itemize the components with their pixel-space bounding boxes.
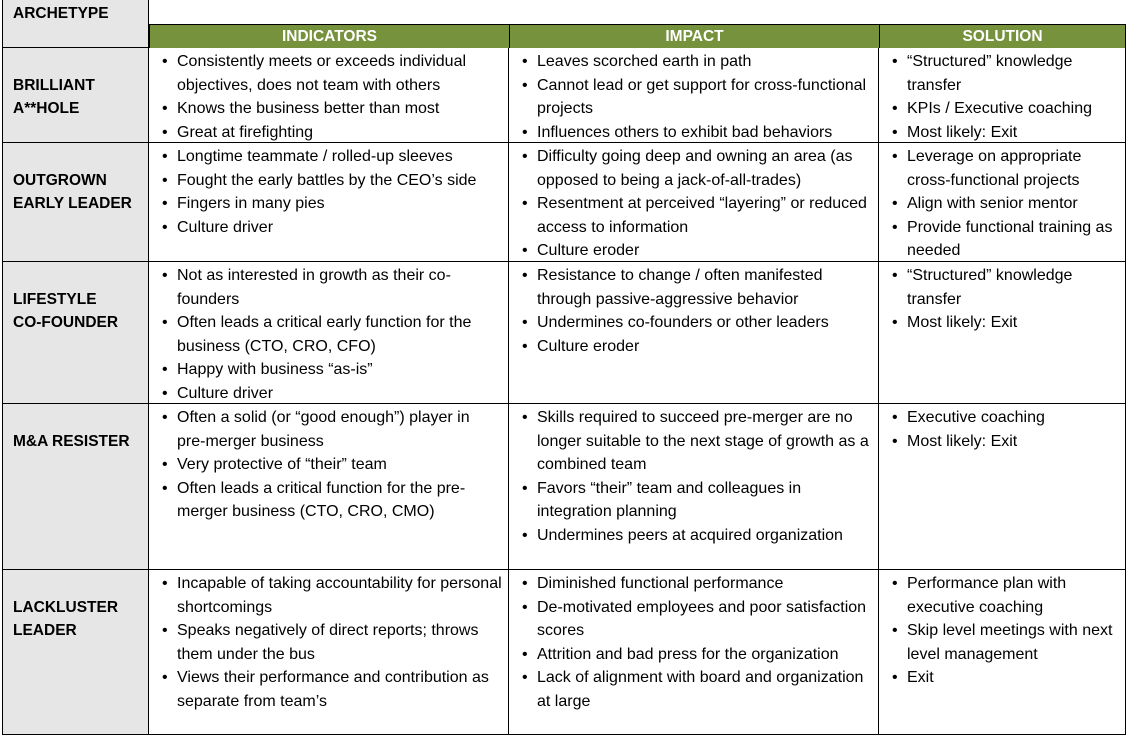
row-label-cell bbox=[2, 143, 149, 262]
list-item: • Most likely: Exit bbox=[879, 121, 1119, 145]
solution-list bbox=[879, 145, 1119, 263]
list-item: • Align with senior mentor bbox=[879, 192, 1119, 216]
impact-list bbox=[509, 406, 872, 547]
list-item: • Fingers in many pies bbox=[149, 192, 502, 216]
list-item: • Exit bbox=[879, 666, 1119, 690]
impact-cell bbox=[509, 48, 879, 143]
list-item: • Favors “their” team and colleagues in integration planning bbox=[509, 477, 872, 524]
indicators-list bbox=[149, 572, 502, 713]
list-item: • Cannot lead or get support for cross-functional projects bbox=[509, 74, 872, 121]
indicators-cell bbox=[149, 48, 509, 143]
header-indicators-label: INDICATORS bbox=[281, 27, 377, 45]
solution-list bbox=[879, 572, 1119, 690]
list-item: • Incapable of taking accountability for personal shortcomings bbox=[149, 572, 502, 619]
row-label-cell bbox=[2, 262, 149, 404]
row-label: BRILLIANT A**HOLE bbox=[13, 77, 95, 117]
list-item: • Longtime teammate / rolled-up sleeves bbox=[149, 145, 502, 169]
list-item: • Attrition and bad press for the organization bbox=[509, 643, 872, 667]
list-item: • Often leads a critical function for the pre-merger business (CTO, CRO, CMO) bbox=[149, 477, 502, 524]
row-label-cell bbox=[2, 570, 149, 735]
list-item: • Great at firefighting bbox=[149, 121, 502, 145]
list-item: • Undermines co-founders or other leaders bbox=[509, 311, 872, 335]
impact-list bbox=[509, 50, 872, 144]
list-item: • Executive coaching bbox=[879, 406, 1119, 430]
list-item: • Often a solid (or “good enough”) player in pre-merger business bbox=[149, 406, 502, 453]
indicators-cell bbox=[149, 404, 509, 570]
list-item: • Fought the early battles by the CEO’s side bbox=[149, 169, 502, 193]
header-solution bbox=[879, 24, 1126, 48]
indicators-cell bbox=[149, 570, 509, 735]
list-item: • Lack of alignment with board and organization at large bbox=[509, 666, 872, 713]
list-item: • Culture eroder bbox=[509, 335, 872, 359]
indicators-cell bbox=[149, 262, 509, 404]
impact-cell bbox=[509, 143, 879, 262]
impact-cell bbox=[509, 404, 879, 570]
list-item: • Knows the business better than most bbox=[149, 97, 502, 121]
list-item: • Skills required to succeed pre-merger are no longer suitable to the next stage of growth as a combined team bbox=[509, 406, 872, 477]
header-impact bbox=[509, 24, 879, 48]
list-item: • Often leads a critical early function for the business (CTO, CRO, CFO) bbox=[149, 311, 502, 358]
solution-cell bbox=[879, 143, 1126, 262]
list-item: • Influences others to exhibit bad behaviors bbox=[509, 121, 872, 145]
corner-label: ARCHETYPE bbox=[13, 5, 109, 22]
list-item: • “Structured” knowledge transfer bbox=[879, 264, 1119, 311]
list-item: • Culture eroder bbox=[509, 239, 872, 263]
row-label-cell bbox=[2, 404, 149, 570]
list-item: • Undermines peers at acquired organization bbox=[509, 524, 872, 548]
header-impact-label: IMPACT bbox=[665, 27, 724, 45]
list-item: • Consistently meets or exceeds individual objectives, does not team with others bbox=[149, 50, 502, 97]
impact-list bbox=[509, 572, 872, 713]
indicators-list bbox=[149, 50, 502, 144]
list-item: • Culture driver bbox=[149, 216, 502, 240]
indicators-list bbox=[149, 264, 502, 405]
header-solution-label: SOLUTION bbox=[962, 27, 1043, 45]
solution-cell bbox=[879, 570, 1126, 735]
row-label-cell bbox=[2, 48, 149, 143]
solution-list bbox=[879, 406, 1119, 453]
solution-list bbox=[879, 264, 1119, 335]
list-item: • Most likely: Exit bbox=[879, 311, 1119, 335]
list-item: • Culture driver bbox=[149, 382, 502, 406]
solution-cell bbox=[879, 404, 1126, 570]
solution-list bbox=[879, 50, 1119, 144]
list-item: • Leverage on appropriate cross-functional projects bbox=[879, 145, 1119, 192]
indicators-list bbox=[149, 406, 502, 524]
impact-list bbox=[509, 264, 872, 358]
list-item: • Resistance to change / often manifested through passive-aggressive behavior bbox=[509, 264, 872, 311]
impact-cell bbox=[509, 262, 879, 404]
list-item: • Diminished functional performance bbox=[509, 572, 872, 596]
list-item: • Most likely: Exit bbox=[879, 430, 1119, 454]
list-item: • Skip level meetings with next level management bbox=[879, 619, 1119, 666]
list-item: • “Structured” knowledge transfer bbox=[879, 50, 1119, 97]
list-item: • Difficulty going deep and owning an area (as opposed to being a jack-of-all-trades) bbox=[509, 145, 872, 192]
list-item: • Resentment at perceived “layering” or reduced access to information bbox=[509, 192, 872, 239]
header-indicators bbox=[149, 24, 509, 48]
list-item: • Performance plan with executive coaching bbox=[879, 572, 1119, 619]
impact-list bbox=[509, 145, 872, 263]
row-label: M&A RESISTER bbox=[13, 433, 130, 450]
solution-cell bbox=[879, 48, 1126, 143]
indicators-list bbox=[149, 145, 502, 239]
list-item: • Speaks negatively of direct reports; throws them under the bus bbox=[149, 619, 502, 666]
list-item: • Happy with business “as-is” bbox=[149, 358, 502, 382]
list-item: • KPIs / Executive coaching bbox=[879, 97, 1119, 121]
solution-cell bbox=[879, 262, 1126, 404]
list-item: • Views their performance and contribution as separate from team’s bbox=[149, 666, 502, 713]
list-item: • Provide functional training as needed bbox=[879, 216, 1119, 263]
list-item: • Very protective of “their” team bbox=[149, 453, 502, 477]
impact-cell bbox=[509, 570, 879, 735]
list-item: • Not as interested in growth as their co-founders bbox=[149, 264, 502, 311]
row-label: LIFESTYLE CO-FOUNDER bbox=[13, 291, 119, 331]
indicators-cell bbox=[149, 143, 509, 262]
list-item: • De-motivated employees and poor satisfaction scores bbox=[509, 596, 872, 643]
corner-cell bbox=[2, 0, 149, 48]
row-label: OUTGROWN EARLY LEADER bbox=[13, 172, 132, 212]
list-item: • Leaves scorched earth in path bbox=[509, 50, 872, 74]
row-label: LACKLUSTER LEADER bbox=[13, 599, 119, 639]
